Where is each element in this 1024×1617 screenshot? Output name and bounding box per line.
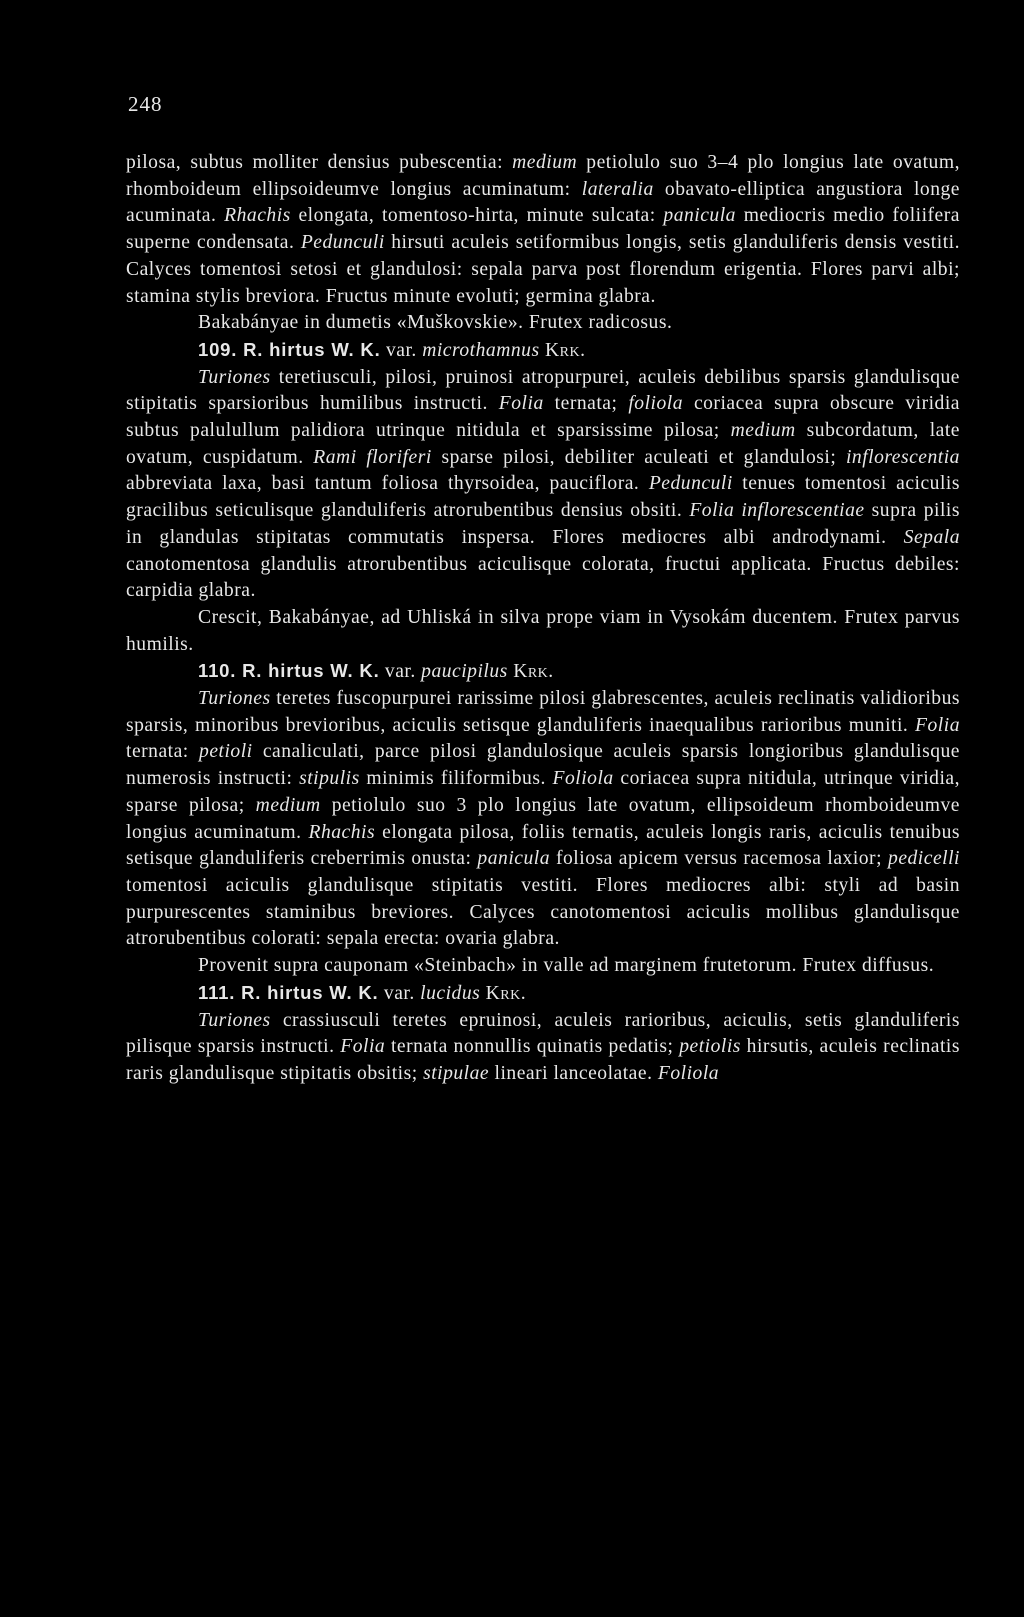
paragraph-109-description [126, 365, 960, 605]
text-run: teretes fuscopurpurei rarissime pilosi glabrescentes, aculeis reclinatis validioribus sparsis, minoribus brevioribus, aciculis setisque glanduliferis inaequalibus rarioribus muniti. [126, 688, 960, 736]
paragraph-110-locality: Provenit supra cauponam «Steinbach» in valle ad marginem frutetorum. Frutex diffusus. [198, 955, 935, 977]
author-abbrev: Krk. [480, 982, 527, 1004]
italic-term: medium [512, 152, 578, 173]
heading-110 [126, 658, 960, 686]
text-run: coriacea supra nitidula, utrinque viridia, sparse pilosa; [126, 768, 960, 816]
variety-name: microthamnus [422, 339, 540, 361]
variety-name: lucidus [420, 982, 481, 1004]
italic-term: medium [730, 420, 796, 442]
page-number: 248 [128, 92, 163, 116]
italic-term: Rhachis [308, 821, 376, 843]
text-run: elongata pilosa, foliis ternatis, aculeis longis raris, aciculis tenuibus setisque glanduliferis creberrimis onusta: [126, 821, 960, 870]
text-run: subcordatum, late ovatum, cuspidatum. [126, 420, 960, 468]
text-run: canotomentosa glandulis atrorubentibus aciculisque colorata, fructui applicata. Fructus debiles: carpidia glabra. [126, 553, 960, 602]
author-abbrev: Krk. [507, 661, 554, 683]
text-run: supra pilis in glandulas stipitatas commutatis inspersa. Flores mediocres albi androdynami. [126, 500, 960, 548]
italic-term: petioli [199, 741, 253, 763]
text-body [126, 150, 960, 1088]
italic-term: lateralia [581, 178, 654, 200]
italic-term: Rhachis [224, 205, 291, 227]
text-run: coriacea supra obscure viridia subtus palulullum palidiora utrinque nitidula et sparsissime pilosa; [126, 393, 960, 442]
paragraph-109-locality: Crescit, Bakabányae, ad Uhliská in silva prope viam in Vysokám ducentem. Frutex parvus humilis. [126, 606, 960, 655]
heading-109 [126, 337, 960, 365]
text-run: sparse pilosi, debiliter aculeati et glandulosi; [431, 446, 846, 468]
italic-term: panicula [477, 848, 550, 870]
text-run: tenues tomentosi aciculis gracilibus seticulisque glanduliferis atrorubentibus densius obsiti. [126, 473, 960, 522]
italic-term: foliola [628, 393, 684, 415]
italic-term: medium [255, 794, 321, 816]
italic-term: Folia [915, 714, 960, 736]
italic-term: Pedunculi [648, 473, 733, 495]
taxon-number-name: 110. R. hirtus W. K. [198, 660, 380, 682]
text-run: tomentosi aciculis glandulisque stipitatis vestiti. Flores mediocres albi: styli ad basin purpurescentes staminibus breviores. Calyces canotomentosi aciculis mollibus glandulisque atrorubentibus colorati: sepala erecta: ovaria glabra. [126, 874, 960, 950]
italic-term: Foliola [552, 768, 614, 790]
var-label: var. [380, 339, 423, 361]
italic-term: stipulae [423, 1062, 490, 1084]
text-run: ternata nonnullis quinatis pedatis; [385, 1036, 680, 1058]
italic-term: Foliola [657, 1062, 720, 1084]
paragraph-intro-locality: Bakabányae in dumetis «Muškovskie». Frutex radicosus. [198, 312, 673, 334]
italic-term: Rami floriferi [313, 446, 432, 468]
text-run: crassiusculi teretes epruinosi, aculeis rarioribus, aciculis, setis glanduliferis pilisque sparsis instructi. [126, 1009, 960, 1058]
text-run: petiolulo suo 3–4 plo longius late ovatum, rhomboideum ellipsoideumve longius acuminatum: [126, 152, 960, 200]
text-run: hirsuti aculeis setiformibus longis, setis glanduliferis densis vestiti. Calyces tomentosi setosi et glandulosi: sepala parva post florendum erigentia. Flores parvi albi; stamina stylis breviora. Fructus minute evoluti; germina glabra. [126, 232, 960, 307]
paragraph-intro-description [126, 150, 960, 310]
text-run: abbreviata laxa, basi tantum foliosa thyrsoidea, pauciflora. [126, 473, 649, 495]
variety-name: paucipilus [421, 661, 508, 683]
italic-term: Folia [340, 1036, 386, 1058]
text-run: ternata: [126, 741, 200, 763]
text-run: elongata, tomentoso-hirta, minute sulcata: [290, 205, 664, 227]
italic-term: Sepala [903, 526, 960, 548]
text-run: canaliculati, parce pilosi glandulosique aculeis sparsis longioribus glandulisque numerosis instructi: [126, 741, 960, 790]
author-abbrev: Krk. [539, 339, 586, 361]
italic-term: inflorescentia [845, 446, 960, 468]
heading-111 [126, 980, 960, 1008]
italic-term: Pedunculi [300, 232, 385, 254]
italic-term: panicula [663, 205, 736, 227]
taxon-number-name: 111. R. hirtus W. K. [198, 981, 379, 1003]
paragraph-111-description [126, 1008, 960, 1088]
paragraph-110-description [126, 686, 960, 953]
text-run: pilosa, subtus molliter densius pubescentia: [126, 152, 513, 173]
italic-term: pedicelli [888, 848, 960, 870]
text-run: petiolulo suo 3 plo longius late ovatum, ellipsoideum rhomboideumve longius acuminatum. [126, 794, 961, 843]
text-run: minimis filiformibus. [359, 768, 553, 790]
italic-term: Folia inflorescentiae [689, 500, 865, 522]
var-label: var. [378, 982, 421, 1004]
text-run: obavato-elliptica angustiora longe acuminata. [126, 178, 961, 227]
taxon-number-name: 109. R. hirtus W. K. [198, 338, 381, 360]
text-run: lineari lanceolatae. [489, 1062, 658, 1084]
italic-term: stipulis [299, 768, 360, 790]
italic-term: Turiones [198, 688, 271, 710]
text-run: mediocris medio foliifera superne condensata. [126, 205, 960, 254]
italic-term: Folia [498, 393, 544, 415]
italic-term: Turiones [198, 366, 271, 388]
text-run: teretiusculi, pilosi, pruinosi atropurpurei, aculeis debilibus sparsis glandulisque stipitatis sparsioribus humilibus instructi. [126, 366, 960, 415]
italic-term: Turiones [198, 1009, 271, 1031]
text-run: ternata; [543, 393, 629, 415]
text-run: foliosa apicem versus racemosa laxior; [550, 848, 889, 870]
var-label: var. [379, 661, 422, 683]
text-run: hirsutis, aculeis reclinatis raris glandulisque stipitatis obsitis; [126, 1036, 960, 1084]
italic-term: petiolis [679, 1036, 741, 1058]
